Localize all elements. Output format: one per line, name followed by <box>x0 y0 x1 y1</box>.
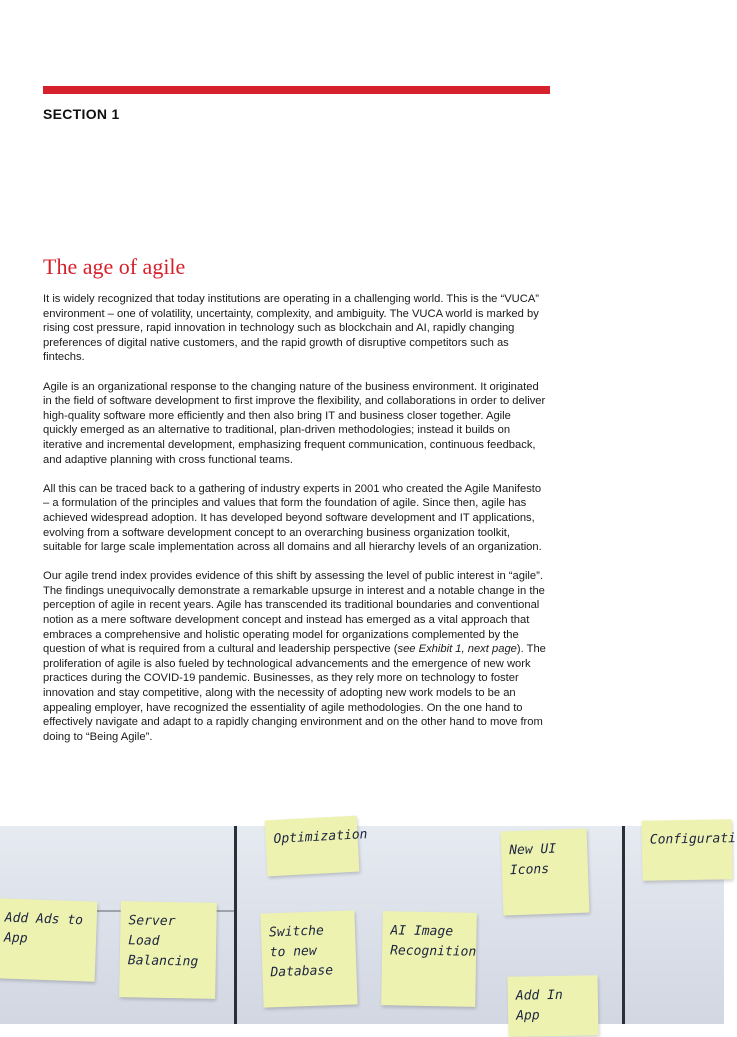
sticky-note <box>265 816 368 877</box>
sticky-note-text: Switche to new Database <box>268 923 334 981</box>
paragraph-text: ). The proliferation of agile is also fueled by technological advancements and the emergence of new work practices during the COVID-19 pandemic. Businesses, as they rely more on technology to foster innovation and stay competitive, along with the necessity of adopting new work models to be an appealing employer, have recognized the essentiality of agile methodologies. On the one hand to effectively navigate and adapt to a rapidly changing environment and on the other hand to move from doing to “Being Agile”. <box>43 643 546 743</box>
sticky-note <box>119 901 217 999</box>
article-body <box>43 292 548 759</box>
sticky-note <box>381 911 477 1007</box>
page-title: The age of agile <box>43 254 186 279</box>
sticky-note <box>507 975 598 1037</box>
paragraph-text: Our agile trend index provides evidence of this shift by assessing the level of public interest in “agile”. The findings unequivocally demonstrate a remarkable upsurge in interest and a notable change in the perception of agile in recent years. Agile has transcended its traditional boundaries and conventional notion as a mere software development concept and instead has emerged as a vital approach that embraces a comprehensive and holistic operating model for organizations complemented by the question of what is required from a cultural and leadership perspective ( <box>43 570 545 656</box>
sticky-note-text: Server Load Balancing <box>127 913 199 970</box>
paragraph: Agile is an organizational response to the changing nature of the business environment. It originated in the field of software development to first improve the flexibility, and collaborations in order to deliver high-quality software more efficiently and then also bring IT and business closer together. Agile quickly emerged as an alternative to traditional, plan-driven methodologies; instead it builds on iterative and incremental development, emphasizing frequent communication, continuous feedback, and adaptive planning with cross functional teams. <box>43 380 546 466</box>
board-divider <box>622 826 625 1024</box>
sticky-note <box>260 910 357 1007</box>
sticky-note-text: Add In App <box>515 987 563 1024</box>
sticky-note <box>501 829 590 916</box>
sticky-note-text: Add Ads to App <box>3 910 84 947</box>
sticky-note-text: New UI Icons <box>508 841 557 879</box>
sticky-note-text: AI Image Recognition <box>390 923 477 960</box>
section-label: SECTION 1 <box>43 106 120 122</box>
sticky-note-text: Optimization <box>273 827 368 847</box>
sticky-note-text: Configurati <box>649 831 737 848</box>
section-accent-rule <box>43 86 550 94</box>
paragraph: All this can be traced back to a gathering of industry experts in 2001 who created the Agile Manifesto – a formulation of the principles and values that form the foundation of agile. Since then, agile has achieved widespread adoption. It has developed beyond software development and IT applications, evolving from a software development concept to an overarching business organization toolkit, suitable for large scale implementation across all domains and all hierarchy levels of an organization. <box>43 482 542 554</box>
exhibit-reference: see Exhibit 1, next page <box>397 643 517 656</box>
board-divider <box>234 826 237 1024</box>
sticky-note <box>641 819 737 881</box>
sticky-notes-photo <box>0 826 737 1024</box>
paragraph: It is widely recognized that today institutions are operating in a challenging world. This is the “VUCA” environment – one of volatility, uncertainty, complexity, and ambiguity. The VUCA world is marked by rising cost pressure, rapid innovation in technology such as blockchain and AI, rapidly changing preferences of digital native customers, and the rapid growth of disruptive competitors such as fintechs. <box>43 293 540 364</box>
paragraph <box>43 569 548 744</box>
sticky-note <box>0 898 97 981</box>
